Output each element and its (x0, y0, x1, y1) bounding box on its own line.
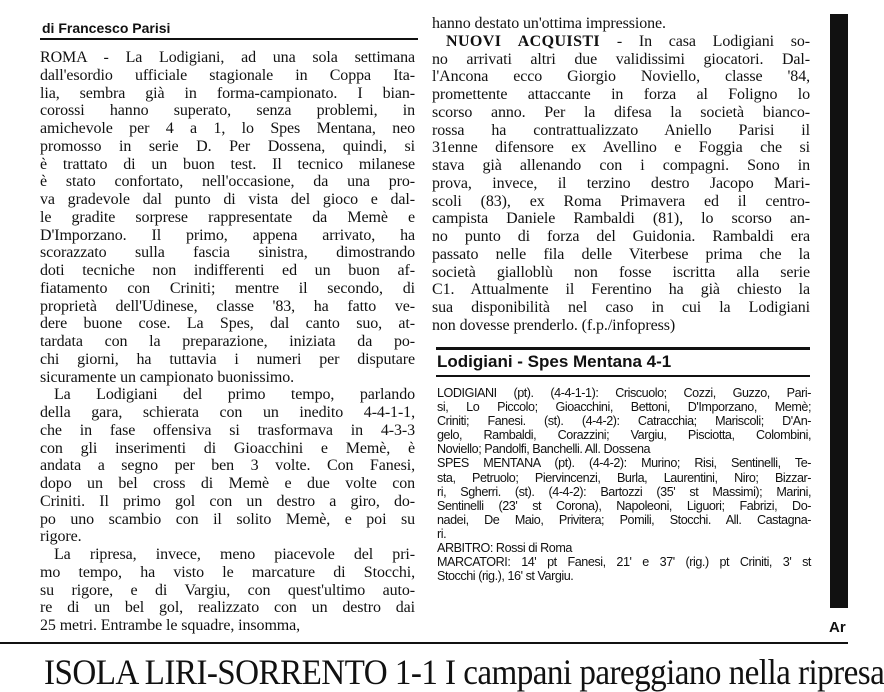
text-line: lia, sembra già in forma-campionato. I bian- (40, 84, 415, 102)
text-line: amichevole per 4 a 1, lo Spes Mentana, neo (40, 120, 415, 137)
text-line: passato nelle fila delle Viterbese prima che la (432, 245, 810, 263)
text-line: 25 metri. Entrambe le squadre, insomma, (40, 617, 301, 634)
text-line: va gradevole dal punto di vista del gioco e dal- (40, 191, 415, 208)
text-line: ri. (437, 526, 447, 541)
text-line: è trattato di un buon test. Il tecnico milanese (40, 155, 415, 173)
text-line: ARBITRO: Rossi di Roma (437, 541, 572, 556)
text-line: dopo un bel cross di Memè e due volte con (40, 475, 415, 492)
text-line: tardata con la preparazione, iniziata da po- (40, 333, 415, 350)
bottom-rule (0, 642, 848, 644)
column-body (432, 51, 810, 335)
text-line: La ripresa, invece, meno piacevole del pri- (54, 546, 415, 563)
match-box-title: Lodigiani - Spes Mentana 4-1 (437, 352, 672, 371)
next-article-headline: ISOLA LIRI-SORRENTO 1-1 I campani pareggiano nella ripresa (44, 652, 884, 692)
section-lead: NUOVI ACQUISTI (446, 32, 601, 50)
text-line: po uno scambio con il solito Memè, e poi su (40, 510, 415, 528)
text-line: C1. Attualmente il Ferentino ha già chiesto la (432, 281, 810, 299)
text-line: stava già allenando con i compagni. Sono in (432, 157, 810, 174)
text-line: no arrivati altri due validissimi giocatori. Dal- (432, 50, 810, 68)
text-line: fiatamento con Criniti; mentre il secondo, di (40, 279, 415, 297)
text-line: sta, Petruolo; Piervincenzi, Burla, Laurentini, Niro; Bizzar- (437, 470, 811, 485)
text-line: SPES MENTANA (pt). (4-4-2): Murino; Risi, Sentinelli, Te- (437, 456, 811, 471)
text-line: doti tecniche non indifferenti ed un buon af- (40, 262, 415, 279)
article-column-left (40, 49, 415, 635)
text-line: LODIGIANI (pt). (4-4-1-1): Criscuolo; Cozzi, Guzzo, Pari- (437, 386, 811, 400)
byline: di Francesco Parisi (42, 20, 171, 36)
text-line: ROMA - La Lodigiani, ad una sola settimana (40, 49, 415, 66)
text-line: Criniti. Il primo gol con un destro a giro, do- (40, 492, 415, 510)
text-line: scorso anno. Per la difesa la società bianco- (432, 103, 810, 121)
text-line: che in fase offensiva si trasformava in 4-3-3 (40, 421, 415, 439)
text-line: società gialloblù non fosse iscritta alla serie (432, 263, 810, 281)
text-line: MARCATORI: 14' pt Fanesi, 21' e 37' (rig.) pt Criniti, 3' st (437, 555, 811, 570)
text-line: chi giorni, ha tuttavia i numeri per disputare (40, 350, 415, 368)
text-line: si, Lo Piccolo; Gioacchini, Bettoni, D'Imporzano, Memè; (437, 400, 811, 415)
text-line: è stato confortato, nell'occasione, da una pro- (40, 173, 415, 191)
text-line: mo tempo, ha visto le marcature di Stocchi, (40, 563, 415, 581)
text-line: proprietà dell'Udinese, classe '83, ha fatto ve- (40, 297, 415, 315)
text-line: re di un bel gol, realizzato con un destro dai (40, 599, 415, 617)
text-line: nadei, De Maio, Privitera; Pomili, Stocchi. All. Castagna- (437, 512, 811, 527)
article-column-right (432, 15, 810, 335)
text-line: andata a segno per ben 3 volte. Con Fanesi, (40, 457, 415, 475)
text-line: La Lodigiani del primo tempo, parlando (54, 386, 415, 404)
text-line: promettente attaccante in forza al Foligno lo (432, 86, 810, 103)
text-line: l'Ancona ecco Giorgio Noviello, classe '84, (432, 68, 810, 86)
text-line: su rigore, e di Vargiu, con quest'ultimo auto- (40, 581, 415, 599)
text-line: hanno destato un'ottima impressione. (432, 15, 666, 32)
text-line: Noviello; Pandolfi, Banchelli. All. Dossena (437, 442, 651, 457)
text-line: corossi hanno superato, senza problemi, in (40, 102, 415, 120)
text-line: promosso in serie D. Per Dossena, quindi, si (40, 137, 415, 155)
text-line: le gradite sorprese rappresentate da Memè e (40, 208, 415, 226)
text-line: Sentinelli (23' st Corona), Napoleoni, Liguori; Fabrizi, Do- (437, 498, 811, 513)
text-line: Stocchi (rig.), 16' st Vargiu. (437, 569, 574, 584)
adjacent-article-fragment: Ar (829, 619, 846, 636)
text-line: sicuramente un campionato buonissimo. (40, 368, 295, 386)
box-top-rule (436, 347, 810, 350)
text-line: dere buone cose. La Spes, dal canto suo, at- (40, 315, 415, 333)
text-line: con gli inserimenti di Gioacchini e Memè, è (40, 439, 415, 457)
text-line: Criniti; Fanesi. (st). (4-4-2): Catracchia; Mariscoli; D'An- (437, 414, 811, 429)
text-line: 31enne difensore ex Avellino e Foggia che si (432, 139, 810, 157)
text-line: rossa ha contrattualizzato Aniello Parisi il (432, 121, 810, 139)
text-line: non dovesse prenderlo. (f.p./infopress) (432, 316, 676, 334)
text-line: D'Imporzano. Il primo, appena arrivato, ha (40, 226, 415, 244)
text-line: scoli (83), ex Roma Primavera ed il centro- (432, 192, 810, 210)
text-line: prova, invece, il terzino destro Jacopo Mari- (432, 174, 810, 192)
box-title-rule (436, 375, 810, 377)
match-box (437, 386, 811, 583)
text-line: dall'esordio ufficiale stagionale in Coppa Ita- (40, 66, 415, 84)
text-line (432, 33, 810, 51)
text-line: sua disponibilità nel caso in cui la Lodigiani (432, 299, 810, 316)
text-line: gelo, Rambaldi, Corazzini; Vargiu, Pisciotta, Colombini, (437, 428, 811, 443)
text-line: scorazzato sulla fascia sinistra, dimostrando (40, 244, 415, 262)
text-line: ri, Sgherri. (st). (4-4-2): Bartozzi (35' st Massimi); Marini, (437, 484, 811, 499)
text-span: - In casa Lodigiani so- (616, 32, 810, 50)
text-line: campista Daniele Rambaldi (81), lo scorso an- (432, 210, 810, 228)
text-line: della gara, schierata con un inedito 4-4-1-1, (40, 404, 415, 421)
text-line: rigore. (40, 528, 82, 546)
adjacent-article-bar (830, 14, 848, 608)
text-line: no punto di forza del Guidonia. Rambaldi era (432, 228, 810, 245)
byline-rule (40, 38, 418, 40)
